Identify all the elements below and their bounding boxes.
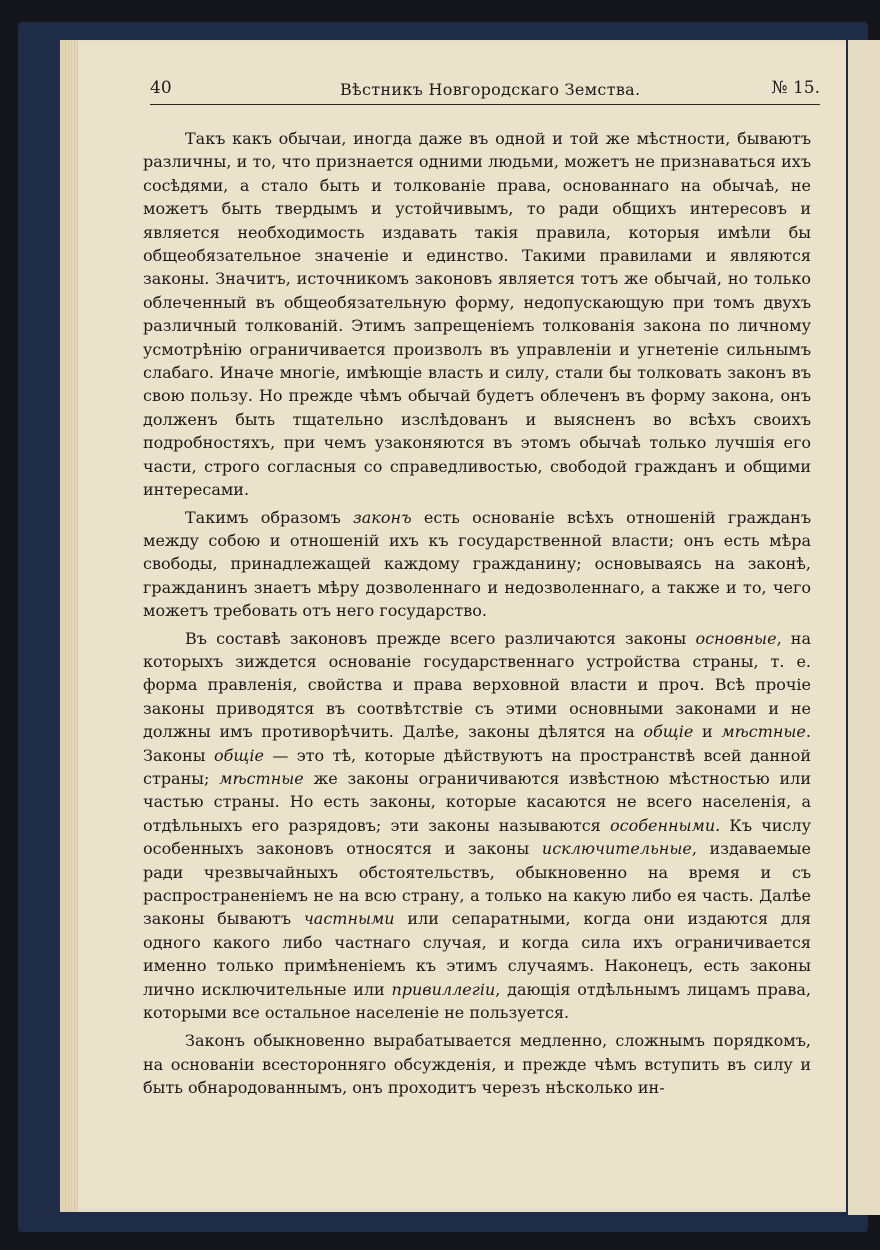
emphasis-term: мѣстные	[721, 722, 806, 742]
paragraph	[143, 127, 811, 502]
text-run: и	[693, 722, 722, 742]
header-rule	[150, 104, 820, 105]
journal-title: Вѣстникъ Новгородскаго Земства.	[340, 80, 641, 99]
page-gutter-edge	[60, 40, 78, 1212]
text-run: , дающія отдѣльнымъ лицамъ права, которыми все остальное населеніе не пользуется.	[143, 979, 811, 1023]
paragraph	[143, 1029, 811, 1099]
running-header	[150, 78, 820, 104]
emphasis-term: общіе	[213, 745, 264, 765]
emphasis-term: исключительные	[541, 839, 692, 859]
text-run: Законъ обыкновенно вырабатывается медленно, сложнымъ порядкомъ, на основаніи всесторонняго обсужденія, и прежде чѣмъ вступить въ силу и быть обнародованнымъ, онъ проходитъ черезъ нѣсколько ин-	[143, 1031, 811, 1098]
text-run: , издаваемые ради чрезвычайныхъ обстоятельствъ, обыкновенно на время и съ распространеніемъ не на всю страну, а только на какую либо ея часть. Далѣе законы бываютъ	[143, 839, 811, 929]
paragraph	[143, 506, 811, 623]
text-run: или сепаратными, когда они издаются для одного какого либо частнаго случая, и когда сила ихъ ограничивается именно только примѣненіемъ къ этимъ случаямъ. Наконецъ, есть законы лично исключительные или	[143, 909, 811, 999]
emphasis-term: мѣстные	[219, 768, 304, 788]
emphasis-term: общіе	[643, 722, 694, 742]
text-run: есть основаніе всѣхъ отношеній гражданъ между собою и отношеній ихъ къ государственной власти; онъ есть мѣра свободы, принадлежащей каждому гражданину; основываясь на законѣ, гражданинъ знаетъ мѣру дозволеннаго и недозволеннаго, а также и то, чего можетъ требовать отъ него государство.	[143, 507, 811, 621]
emphasis-term: привиллегіи	[391, 979, 496, 999]
page-body	[143, 127, 811, 1100]
paragraph	[143, 627, 811, 1025]
text-run: Такимъ образомъ	[185, 507, 353, 527]
emphasis-term: законъ	[353, 507, 412, 527]
text-run: — это тѣ, которые дѣйствуютъ на пространствѣ всей данной страны;	[143, 745, 812, 788]
issue-number: № 15.	[771, 78, 820, 98]
text-run: , на которыхъ зиждется основаніе государственнаго устройства страны, т. е. форма правленія, свойства и права верховной власти и проч. Всѣ прочіе законы приводятся въ соотвѣтствіе съ этими основными законами и не должны имъ противорѣчить. Далѣе, законы дѣлятся на	[143, 628, 812, 742]
emphasis-term: особенными	[609, 815, 716, 835]
emphasis-term: основные	[695, 628, 777, 648]
text-run: же законы ограничиваются извѣстною мѣстностью или частью страны. Но есть законы, которые касаются не всего населенія, а отдѣльныхъ его разрядовъ; эти законы называются	[143, 768, 812, 835]
page-number: 40	[150, 78, 172, 98]
text-run: Въ составѣ законовъ прежде всего различаются законы	[185, 628, 696, 648]
next-page-edge	[848, 40, 880, 1215]
text-run: . Къ числу особенныхъ законовъ относятся и законы	[143, 815, 811, 859]
emphasis-term: частными	[303, 909, 395, 929]
text-run: . Законы	[143, 722, 811, 765]
text-run: Такъ какъ обычаи, иногда даже въ одной и той же мѣстности, бываютъ различны, и то, что признается одними людьми, можетъ не признаваться ихъ сосѣдями, а стало быть и толкованіе права, основаннаго на обычаѣ, не можетъ быть твердымъ и устойчивымъ, то ради общихъ интересовъ и является необходимость издавать такія правила, которыя имѣли бы общеобязательное значеніе и единство. Такими правилами и являются законы. Значитъ, источникомъ законовъ является тотъ же обычай, но только облеченный въ общеобязательную форму, недопускающую при томъ двухъ различный толкованій. Этимъ запрещеніемъ толкованія закона по личному усмотрѣнію ограничивается произволъ въ управленіи и угнетеніе сильнымъ слабаго. Иначе многіе, имѣющіе власть и силу, стали бы толковать законъ въ свою пользу. Но прежде чѣмъ обычай будетъ облеченъ въ форму закона, онъ долженъ быть тщательно изслѣдованъ и выясненъ во всѣхъ своихъ подробностяхъ, при чемъ узаконяются въ этомъ обычаѣ только лучшія его части, строго согласныя со справедливостью, свободой гражданъ и общими интересами.	[143, 129, 811, 500]
